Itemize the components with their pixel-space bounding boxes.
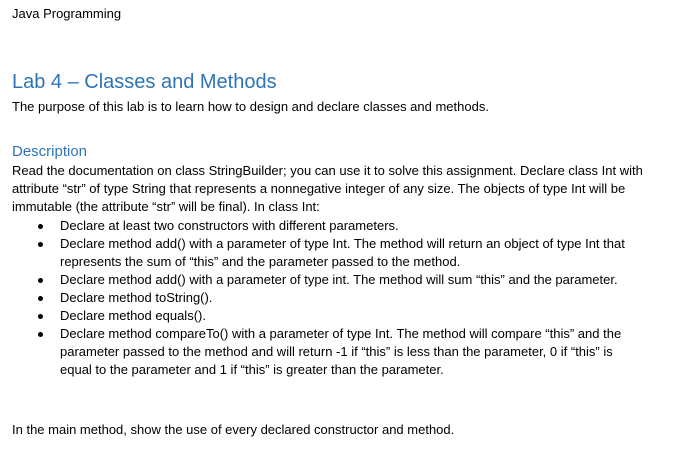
bullet-icon (38, 224, 43, 229)
bullet-icon (38, 296, 43, 301)
closing-paragraph: In the main method, show the use of every declared constructor and method. (12, 422, 455, 437)
description-paragraph: Read the documentation on class StringBuilder; you can use it to solve this assignment. Declare class Int with attribute “str” of type String that represents a nonnegative integer of any size. The objects of type Int will be immutable (the attribute “str” will be final). In class Int: (12, 163, 643, 214)
list-item (12, 235, 645, 271)
list-item (12, 325, 645, 379)
lab-title: Lab 4 – Classes and Methods (12, 71, 277, 93)
list-item-text: Declare method add() with a parameter of type Int. The method will return an object of type Int that represents the sum of “this” and the parameter passed to the method. (60, 236, 625, 269)
list-item (12, 307, 645, 325)
list-item (12, 271, 645, 289)
list-item-text: Declare method add() with a parameter of type int. The method will sum “this” and the parameter. (60, 272, 618, 287)
bullet-icon (38, 332, 43, 337)
description-heading: Description (12, 143, 88, 160)
list-item-text: Declare method equals(). (60, 308, 206, 323)
list-item (12, 217, 645, 235)
requirements-list (12, 217, 672, 379)
list-item-text: Declare method compareTo() with a parameter of type Int. The method will compare “this” and the parameter passed to the method and will return -1 if “this” is less than the parameter, 0 if “this” is equal to the parameter and 1 if “this” is greater than the parameter. (60, 326, 622, 377)
list-item-text: Declare at least two constructors with different parameters. (60, 218, 399, 233)
bullet-icon (38, 278, 43, 283)
bullet-icon (38, 314, 43, 319)
lab-intro: The purpose of this lab is to learn how to design and declare classes and methods. (12, 99, 489, 114)
list-item (12, 289, 645, 307)
document-header: Java Programming (12, 6, 122, 21)
list-item-text: Declare method toString(). (60, 290, 213, 305)
bullet-icon (38, 242, 43, 247)
